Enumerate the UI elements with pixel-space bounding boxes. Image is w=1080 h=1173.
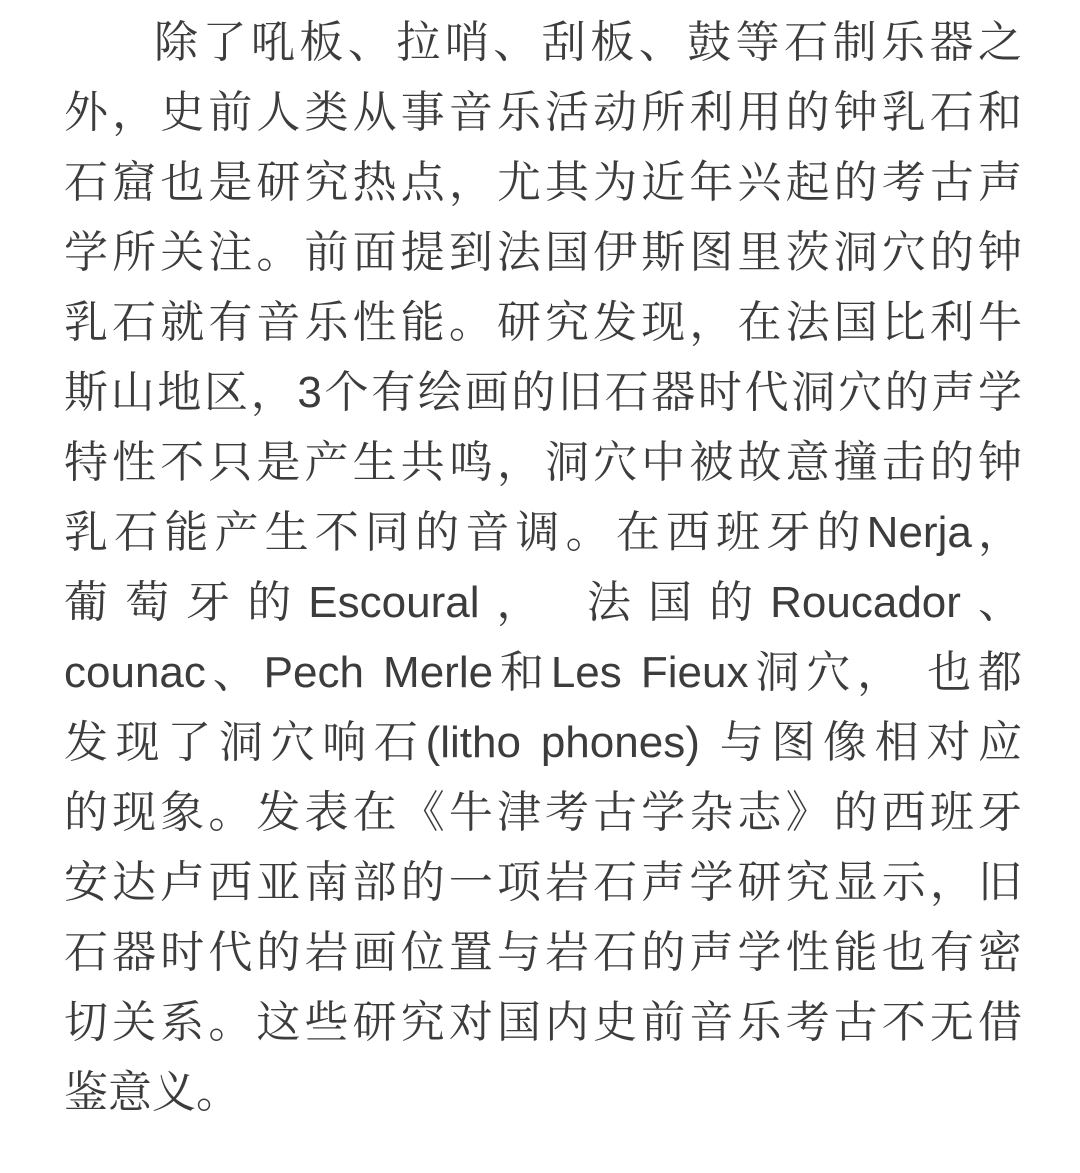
paragraph-line: 发现了洞穴响石(litho phones) 与图像相对应 <box>64 718 1022 767</box>
paragraph-line: 石窟也是研究热点，尤其为近年兴起的考古声 <box>64 158 1022 207</box>
paragraph-line: 除了吼板、拉哨、刮板、鼓等石制乐器之 <box>154 18 1022 67</box>
paragraph-line: 特性不只是产生共鸣，洞穴中被故意撞击的钟 <box>64 438 1022 487</box>
paragraph-line: 乳石能产生不同的音调。在西班牙的Nerja， <box>64 508 1022 557</box>
paragraph-line: 切关系。这些研究对国内史前音乐考古不无借 <box>64 998 1022 1047</box>
paragraph-line: 安达卢西亚南部的一项岩石声学研究显示，旧 <box>64 858 1022 907</box>
paragraph-line: 乳石就有音乐性能。研究发现，在法国比利牛 <box>64 298 1022 347</box>
paragraph-line: counac、Pech Merle和Les Fieux洞穴， 也都 <box>64 648 1022 697</box>
paragraph-line: 的现象。发表在《牛津考古学杂志》的西班牙 <box>64 788 1022 837</box>
paragraph-line: 鉴意义。 <box>64 1068 240 1117</box>
paragraph-line: 外，史前人类从事音乐活动所利用的钟乳石和 <box>64 88 1022 137</box>
paragraph-line: 葡萄牙的Escoural， 法国的Roucador、 <box>64 578 1022 627</box>
paragraph-line: 学所关注。前面提到法国伊斯图里茨洞穴的钟 <box>64 228 1022 277</box>
paragraph-line: 石器时代的岩画位置与岩石的声学性能也有密 <box>64 928 1022 977</box>
paragraph-line: 斯山地区，3个有绘画的旧石器时代洞穴的声学 <box>64 368 1022 417</box>
